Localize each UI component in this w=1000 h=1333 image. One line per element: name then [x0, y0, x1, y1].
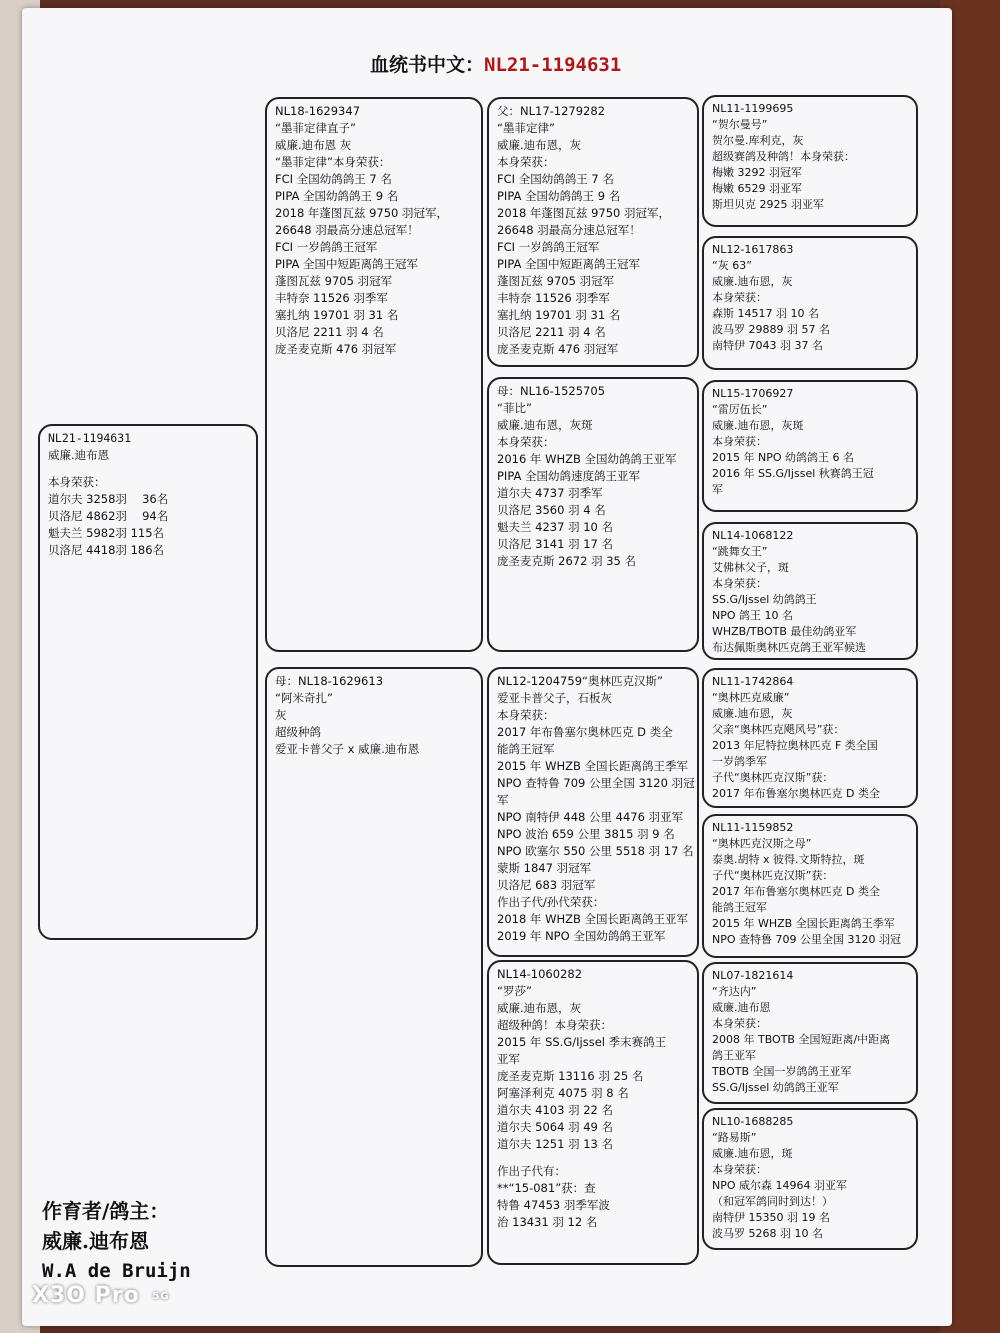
- pedigree-line: 贝洛尼 3560 羽 4 名: [497, 503, 606, 517]
- dss-box: [702, 668, 918, 808]
- pedigree-line: “雷厉伍长”: [712, 403, 768, 416]
- pedigree-line: 贝洛尼 683 羽冠军: [497, 878, 596, 892]
- pedigree-line: NPO 欧塞尔 550 公里 5518 羽 17 名: [497, 844, 694, 858]
- pedigree-line: 2015 年 SS.G/Ijssel 季末赛鸽王: [497, 1035, 667, 1049]
- pedigree-line: 威廉.迪布恩，灰: [497, 1001, 582, 1015]
- pedigree-line: 威廉.迪布恩，斑: [712, 1147, 793, 1160]
- pedigree-line: NPO 南特伊 448 公里 4476 羽亚军: [497, 810, 684, 824]
- ssd-box: [702, 236, 918, 370]
- pedigree-line: NPO 鸽王 10 名: [712, 609, 794, 622]
- pedigree-line: 灰: [275, 708, 287, 722]
- pedigree-line: 军: [497, 793, 509, 807]
- pedigree-line: FCI 全国幼鸽鸽王 7 名: [497, 172, 614, 186]
- pedigree-line: 本身荣获：: [712, 1163, 767, 1176]
- pedigree-line: 道尔夫 4103 羽 22 名: [497, 1103, 614, 1117]
- pedigree-line: NL11-1199695: [712, 102, 794, 115]
- dam-box: [265, 667, 483, 1267]
- pedigree-line: 威廉.迪布恩 灰: [275, 138, 352, 152]
- pedigree-line: “墨菲定律”本身荣获：: [275, 155, 391, 169]
- pedigree-line: PIPA 全国幼鸽速度鸽王亚军: [497, 469, 641, 483]
- pedigree-line: 能鸽王冠军: [712, 901, 767, 914]
- pedigree-line: 庞圣麦克斯 13116 羽 25 名: [497, 1069, 644, 1083]
- breeder-block: [42, 1196, 191, 1286]
- pedigree-line: 本身荣获：: [48, 475, 106, 489]
- pedigree-line: PIPA 全国幼鸽鸽王 9 名: [275, 189, 399, 203]
- breeder-label: 作育者/鸽主：: [42, 1199, 170, 1223]
- pedigree-line: 威廉.迪布恩，灰: [712, 707, 793, 720]
- pedigree-line: 森斯 14517 羽 10 名: [712, 307, 819, 320]
- pedigree-line: **“15-081”获：查: [497, 1181, 596, 1195]
- pedigree-line: 2016 年 WHZB 全国幼鸽鸽王亚军: [497, 452, 677, 466]
- pedigree-line: “跳舞女王”: [712, 545, 768, 558]
- breeder-latin-name: W.A de Bruijn: [42, 1260, 191, 1282]
- pedigree-line: 作出子代/孙代荣获：: [497, 895, 605, 909]
- pedigree-line: 塞扎纳 19701 羽 31 名: [275, 308, 399, 322]
- pedigree-line: 波马罗 29889 羽 57 名: [712, 323, 830, 336]
- pedigree-line: NPO 查特鲁 709 公里全国 3120 羽冠: [497, 776, 695, 790]
- pedigree-line: 母：NL16-1525705: [497, 384, 606, 398]
- subject-box: [38, 424, 258, 940]
- pedigree-line: 蓬图瓦兹 9705 羽冠军: [275, 274, 393, 288]
- pedigree-line: NL11-1159852: [712, 821, 794, 834]
- pedigree-line: 2015 年 WHZB 全国长距离鸽王季军: [497, 759, 689, 773]
- pedigree-line: 道尔夫 1251 羽 13 名: [497, 1137, 614, 1151]
- pedigree-line: 2015 年 NPO 幼鸽鸽王 6 名: [712, 451, 854, 464]
- pedigree-line: 波马罗 5268 羽 10 名: [712, 1227, 823, 1240]
- dam-dam-box: [487, 960, 699, 1265]
- pedigree-line: 鸽王亚军: [712, 1049, 756, 1062]
- pedigree-line: 阿塞泽利克 4075 羽 8 名: [497, 1086, 629, 1100]
- title-ring-number: NL21-1194631: [484, 54, 622, 76]
- pedigree-line: “墨菲定律”: [497, 121, 555, 135]
- sss-box: [702, 95, 918, 227]
- pedigree-line: 贝洛尼 4862羽 94名: [48, 509, 169, 523]
- pedigree-line: 威廉.迪布恩，灰斑: [712, 419, 804, 432]
- pedigree-line: 庞圣麦克斯 476 羽冠军: [497, 342, 619, 356]
- pedigree-line: SS.G/Ijssel 幼鸽鸽王亚军: [712, 1081, 839, 1094]
- pedigree-line: 南特伊 15350 羽 19 名: [712, 1211, 830, 1224]
- pedigree-line: 蓬图瓦兹 9705 羽冠军: [497, 274, 615, 288]
- pedigree-line: 26648 羽最高分速总冠军！: [275, 223, 419, 237]
- pedigree-line: “奥林匹克威廉”: [712, 691, 790, 704]
- pedigree-line: 2019 年 NPO 全国幼鸽鸽王亚军: [497, 929, 666, 943]
- pedigree-line: 贝洛尼 2211 羽 4 名: [275, 325, 384, 339]
- pedigree-line: 梅嫩 3292 羽冠军: [712, 166, 802, 179]
- pedigree-line: NL12-1204759“奥林匹克汉斯”: [497, 674, 663, 688]
- pedigree-line: NPO 查特鲁 709 公里全国 3120 羽冠: [712, 933, 901, 946]
- pedigree-line: 爱亚卡普父子 x 威廉.迪布恩: [275, 742, 420, 756]
- pedigree-line: 2008 年 TBOTB 全国短距离/中距离: [712, 1033, 891, 1046]
- pedigree-line: FCI 一岁鸽鸽王冠军: [497, 240, 600, 254]
- pedigree-line: 超级赛鸽及种鸽！本身荣获：: [712, 150, 855, 163]
- pedigree-line: “齐达内”: [712, 985, 757, 998]
- pedigree-line: 道尔夫 5064 羽 49 名: [497, 1120, 614, 1134]
- sdd-box: [702, 522, 918, 660]
- title-prefix: 血统书中文：: [370, 54, 485, 76]
- pedigree-line: NL11-1742864: [712, 675, 794, 688]
- pedigree-line: NL14-1068122: [712, 529, 794, 542]
- pedigree-line: “罗莎”: [497, 984, 532, 998]
- spacer: [48, 464, 248, 474]
- pedigree-line: 子代“奥林匹克汉斯”获：: [712, 869, 834, 882]
- pedigree-line: 威廉.迪布恩: [48, 448, 110, 462]
- pedigree-line: 一岁鸽季军: [712, 755, 767, 768]
- pedigree-line: 2018 年蓬图瓦兹 9750 羽冠军，: [275, 206, 448, 220]
- pedigree-line: 本身荣获：: [712, 577, 767, 590]
- pedigree-line: 爱亚卡普父子，石板灰: [497, 691, 612, 705]
- pedigree-line: PIPA 全国幼鸽鸽王 9 名: [497, 189, 621, 203]
- pedigree-line: 贝洛尼 4418羽 186名: [48, 543, 165, 557]
- pedigree-line: 道尔夫 4737 羽季军: [497, 486, 603, 500]
- pedigree-line: 布达佩斯奥林匹克鸽王亚军候选: [712, 641, 866, 654]
- pedigree-line: 作出子代有：: [497, 1164, 566, 1178]
- pedigree-line: 威廉.迪布恩，灰: [497, 138, 582, 152]
- pedigree-line: 魁夫兰 5982羽 115名: [48, 526, 165, 540]
- spacer: [497, 1153, 689, 1163]
- dam-sire-box: [487, 667, 699, 957]
- pedigree-line: 斯坦贝克 2925 羽亚军: [712, 198, 824, 211]
- pedigree-line: 亚军: [497, 1052, 520, 1066]
- pedigree-line: PIPA 全国中短距离鸽王冠军: [497, 257, 641, 271]
- pedigree-line: 丰特奈 11526 羽季军: [497, 291, 610, 305]
- pedigree-line: 道尔夫 3258羽 36名: [48, 492, 169, 506]
- pedigree-line: WHZB/TBOTB 最佳幼鸽亚军: [712, 625, 857, 638]
- pedigree-line: 26648 羽最高分速总冠军！: [497, 223, 641, 237]
- pedigree-line: NL07-1821614: [712, 969, 794, 982]
- pedigree-line: 庞圣麦克斯 2672 羽 35 名: [497, 554, 637, 568]
- pedigree-line: “灰 63”: [712, 259, 752, 272]
- sire-sire-box: [487, 97, 699, 367]
- pedigree-line: 2017 年布鲁塞尔奥林匹克 D 类全: [497, 725, 673, 739]
- pedigree-line: NPO 波治 659 公里 3815 羽 9 名: [497, 827, 675, 841]
- pedigree-line: 威廉.迪布恩，灰斑: [497, 418, 593, 432]
- pedigree-line: 本身荣获：: [497, 708, 555, 722]
- pedigree-line: 母：NL18-1629613: [275, 674, 384, 688]
- pedigree-line: 子代“奥林匹克汉斯”获：: [712, 771, 834, 784]
- sds-box: [702, 380, 918, 512]
- pedigree-line: 特鲁 47453 羽季军波: [497, 1198, 610, 1212]
- pedigree-line: “菲比”: [497, 401, 532, 415]
- pedigree-line: NPO 威尔森 14964 羽亚军: [712, 1179, 848, 1192]
- pedigree-line: TBOTB 全国一岁鸽鸽王亚军: [712, 1065, 852, 1078]
- pedigree-line: 本身荣获：: [712, 435, 767, 448]
- 5g-badge: 5G: [148, 1290, 173, 1303]
- pedigree-line: “阿米奇扎”: [275, 691, 333, 705]
- pedigree-line: “路易斯”: [712, 1131, 757, 1144]
- camera-model: X3O Pro: [32, 1283, 140, 1308]
- dds-box: [702, 962, 918, 1104]
- pedigree-line: NL10-1688285: [712, 1115, 794, 1128]
- pedigree-line: 治 13431 羽 12 名: [497, 1215, 598, 1229]
- pedigree-line: 2018 年蓬图瓦兹 9750 羽冠军，: [497, 206, 670, 220]
- pedigree-line: 父：NL17-1279282: [497, 104, 606, 118]
- pedigree-line: 超级种鸽: [275, 725, 321, 739]
- pedigree-line: 超级种鸽！本身荣获：: [497, 1018, 612, 1032]
- pedigree-line: 庞圣麦克斯 476 羽冠军: [275, 342, 397, 356]
- pedigree-line: “贺尔曼号”: [712, 118, 768, 131]
- pedigree-line: 本身荣获：: [712, 291, 767, 304]
- sire-dam-box: [487, 377, 699, 652]
- pedigree-line: 本身荣获：: [497, 435, 555, 449]
- breeder-name: 威廉.迪布恩: [42, 1229, 149, 1253]
- pedigree-line: 贝洛尼 2211 羽 4 名: [497, 325, 606, 339]
- pedigree-line: 军: [712, 483, 723, 496]
- pedigree-line: 蒙斯 1847 羽冠军: [497, 861, 592, 875]
- pedigree-line: 2018 年 WHZB 全国长距离鸽王亚军: [497, 912, 689, 926]
- pedigree-line: NL15-1706927: [712, 387, 794, 400]
- pedigree-line: SS.G/Ijssel 幼鸽鸽王: [712, 593, 817, 606]
- pedigree-line: 2017 年布鲁塞尔奥林匹克 D 类全: [712, 787, 880, 800]
- pedigree-line: “奥林匹克汉斯之母”: [712, 837, 812, 850]
- page-title: [370, 50, 621, 77]
- pedigree-line: 2016 年 SS.G/Ijssel 秋赛鸽王冠: [712, 467, 874, 480]
- pedigree-line: 梅嫩 6529 羽亚军: [712, 182, 802, 195]
- pedigree-line: 贝洛尼 3141 羽 17 名: [497, 537, 614, 551]
- pedigree-line: 威廉.迪布恩: [712, 1001, 771, 1014]
- pedigree-line: FCI 全国幼鸽鸽王 7 名: [275, 172, 392, 186]
- pedigree-line: 丰特奈 11526 羽季军: [275, 291, 388, 305]
- dsd-box: [702, 814, 918, 958]
- pedigree-line: 魁夫兰 4237 羽 10 名: [497, 520, 614, 534]
- pedigree-line: 本身荣获：: [497, 155, 555, 169]
- pedigree-line: 2013 年尼特拉奥林匹克 F 类全国: [712, 739, 878, 752]
- ddd-box: [702, 1108, 918, 1250]
- pedigree-line: 父亲“奥林匹克飓风号”获：: [712, 723, 845, 736]
- pedigree-line: FCI 一岁鸽鸽王冠军: [275, 240, 378, 254]
- pedigree-line: （和冠军鸽同时到达！）: [712, 1195, 833, 1208]
- pedigree-line: 塞扎纳 19701 羽 31 名: [497, 308, 621, 322]
- pedigree-line: 艾佛林父子，斑: [712, 561, 789, 574]
- pedigree-line: 本身荣获：: [712, 1017, 767, 1030]
- camera-watermark: [32, 1283, 174, 1308]
- pedigree-line: 2015 年 WHZB 全国长距离鸽王季军: [712, 917, 895, 930]
- pedigree-line: “墨菲定律直子”: [275, 121, 356, 135]
- subject-ring: NL21-1194631: [48, 431, 132, 445]
- pedigree-line: PIPA 全国中短距离鸽王冠军: [275, 257, 419, 271]
- pedigree-line: NL14-1060282: [497, 967, 583, 981]
- pedigree-line: 2017 年布鲁塞尔奥林匹克 D 类全: [712, 885, 880, 898]
- pedigree-line: 贺尔曼.库利克，灰: [712, 134, 804, 147]
- sire-box: [265, 97, 483, 652]
- pedigree-line: 南特伊 7043 羽 37 名: [712, 339, 823, 352]
- pedigree-line: 威廉.迪布恩，灰: [712, 275, 793, 288]
- pedigree-line: 泰奥.胡特 x 彼得.文斯特拉，斑: [712, 853, 865, 866]
- pedigree-line: NL12-1617863: [712, 243, 794, 256]
- pedigree-line: NL18-1629347: [275, 104, 361, 118]
- pedigree-line: 能鸽王冠军: [497, 742, 555, 756]
